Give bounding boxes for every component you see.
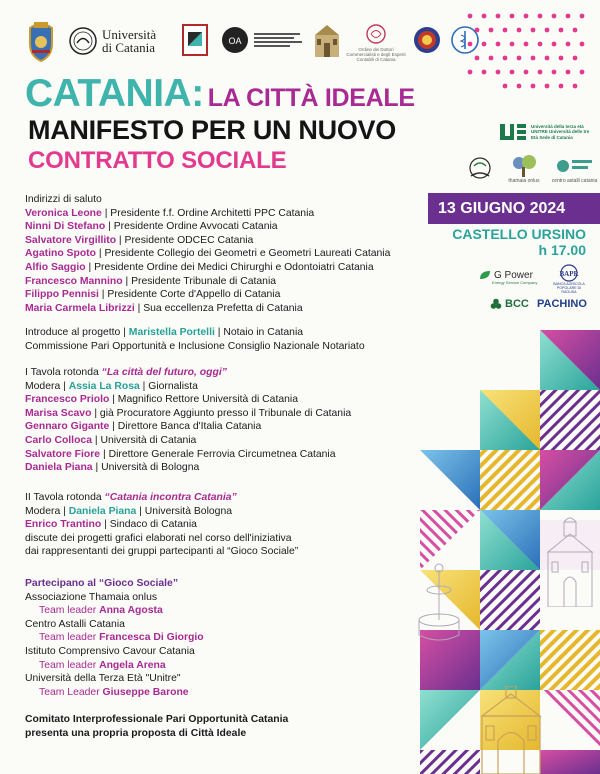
intro-section	[25, 326, 365, 353]
cathedral-illustration	[540, 512, 600, 607]
gpower-logo	[478, 269, 538, 285]
ppc-logo	[182, 20, 208, 60]
pachino-name: PACHINO	[537, 298, 587, 310]
panel1-moderator: Modera | Assia La Rosa | Giornalista	[25, 380, 198, 392]
odcec-logo	[346, 20, 406, 64]
fountain-illustration	[414, 560, 464, 650]
game-header: Partecipano al “Gioco Sociale”	[25, 578, 179, 589]
title-ideal-city: LA CITTÀ IDEALE	[207, 84, 415, 112]
gpower-sub: Energy Service Company	[492, 280, 538, 285]
catania-crest-logo	[26, 20, 56, 62]
event-time: h 17.00	[538, 242, 586, 258]
odcec-caption: Ordine dei Dottori Commercialisti e degli Esperti Contabili di Catania	[346, 46, 406, 62]
game-org: Centro Astalli Catania	[25, 618, 125, 630]
closing-line2: presenta una propria proposta di Città Ideale	[25, 727, 247, 739]
greeting-row: Alfio Saggio | Presidente Ordine dei Medici Chirurghi e Odontoiatri Catania	[25, 261, 374, 273]
greeting-row: Ninni Di Stefano | Presidente Ordine Avvocati Catania	[25, 221, 278, 233]
subtitle-contract: CONTRATTO SOCIALE	[28, 147, 287, 174]
panel1-row: Salvatore Fiore | Direttore Generale Ferrovia Circumetnea Catania	[25, 448, 336, 460]
closing-section	[25, 713, 288, 740]
greeting-row: Agatino Spoto | Presidente Collegio dei Geometri e Geometri Laureati Catania	[25, 248, 391, 260]
partner-logos	[462, 148, 597, 184]
panel2-title: II Tavola rotonda “Catania incontra Catania”	[25, 492, 237, 503]
book-logo	[462, 148, 498, 184]
greeting-row: Salvatore Virgillito | Presidente ODCEC Catania	[25, 234, 254, 246]
greeting-row: Francesco Mannino | Presidente Tribunale di Catania	[25, 275, 277, 287]
panel2-note: discute dei progetti grafici elaborati nel corso dell'iniziativa	[25, 532, 292, 544]
dot-pattern	[462, 10, 590, 90]
bcc-logo	[490, 298, 529, 310]
logo-strip	[26, 20, 466, 64]
panel1-row: Marisa Scavo | già Procuratore Aggiunto presso il Tribunale di Catania	[25, 407, 352, 419]
thamaia-logo	[502, 148, 546, 184]
astalli-logo	[552, 148, 597, 184]
bcc-name: BCC	[505, 298, 529, 310]
svg-text:OA: OA	[228, 36, 242, 46]
greetings-header: Indirizzi di saluto	[25, 194, 102, 205]
panel1-title: I Tavola rotonda “La città del futuro, oggi”	[25, 367, 227, 378]
unict-line2: di Catania	[102, 40, 156, 55]
game-org: Università della Terza Età "Unitre"	[25, 673, 181, 685]
event-venue	[452, 226, 586, 258]
event-date: 13 GIUGNO 2024	[428, 193, 600, 224]
panel2-section	[25, 491, 298, 559]
bapr-caption: BANCA AGRICOLA POPOLARE DI RAGUSA	[553, 282, 585, 294]
ordine-logo	[220, 20, 308, 60]
panel2-note: dai rappresentanti dei gruppi partecipanti al “Gioco Sociale”	[25, 546, 299, 558]
unitre-logo	[498, 117, 594, 147]
panel2-guest: Enrico Trantino | Sindaco di Catania	[25, 519, 197, 531]
astalli-caption: centro astalli catania	[551, 178, 598, 184]
gate-illustration	[476, 686, 546, 774]
game-leader: Team leader Francesca Di Giorgio	[39, 632, 204, 644]
greeting-row: Filippo Pennisi | Presidente Corte d'Appello di Catania	[25, 289, 281, 301]
game-leader: Team leader Anna Agosta	[39, 605, 163, 617]
thamaia-caption: thamaia onlus	[508, 178, 540, 184]
title-city: CATANIA:	[25, 72, 204, 115]
unict-logo	[68, 20, 178, 62]
closing-line1: Comitato Interprofessionale Pari Opportunità Catania	[25, 714, 289, 725]
gpower-name: G Power	[494, 269, 533, 281]
greeting-row: Veronica Leone | Presidente f.f. Ordine Architetti PPC Catania	[25, 207, 315, 219]
unitre-caption: Università della terza età UNITRE Università delle tre Età Sede di Catania	[531, 123, 590, 140]
game-leader: Team leader Angela Arena	[39, 659, 166, 671]
pachino-logo	[537, 298, 587, 310]
game-section	[25, 577, 204, 699]
main-title	[25, 72, 415, 116]
greeting-row: Maria Carmela Librizzi | Sua eccellenza Prefetta di Catania	[25, 302, 303, 314]
game-leader: Team Leader Giuseppe Barone	[39, 686, 189, 698]
svg-text:BAPR: BAPR	[559, 270, 579, 278]
panel1-row: Gennaro Gigante | Direttore Banca d'Italia Catania	[25, 421, 262, 433]
panel1-row: Carlo Colloca | Università di Catania	[25, 434, 197, 446]
game-org: Associazione Thamaia onlus	[25, 591, 158, 603]
panel1-row: Daniela Piana | Università di Bologna	[25, 462, 200, 474]
subtitle-manifesto: MANIFESTO PER UN NUOVO	[28, 115, 396, 145]
panel1-row: Francesco Priolo | Magnifico Rettore Università di Catania	[25, 394, 298, 406]
intro-row: Introduce al progetto | Maristella Portelli | Notaio in Catania	[25, 327, 304, 338]
intro-commission: Commissione Pari Opportunità e Inclusione Consiglio Nazionale Notariato	[25, 340, 365, 352]
unict-line1: Università	[102, 27, 157, 42]
cathedral-logo	[312, 20, 342, 60]
panel2-moderator: Modera | Daniela Piana | Università Bologna	[25, 505, 232, 517]
greetings-section	[25, 193, 390, 315]
bapr-logo	[551, 264, 587, 294]
panel1-section	[25, 366, 351, 475]
venue-name: CASTELLO URSINO	[452, 226, 586, 242]
geometri-logo	[412, 20, 442, 60]
game-org: Istituto Comprensivo Cavour Catania	[25, 645, 195, 657]
